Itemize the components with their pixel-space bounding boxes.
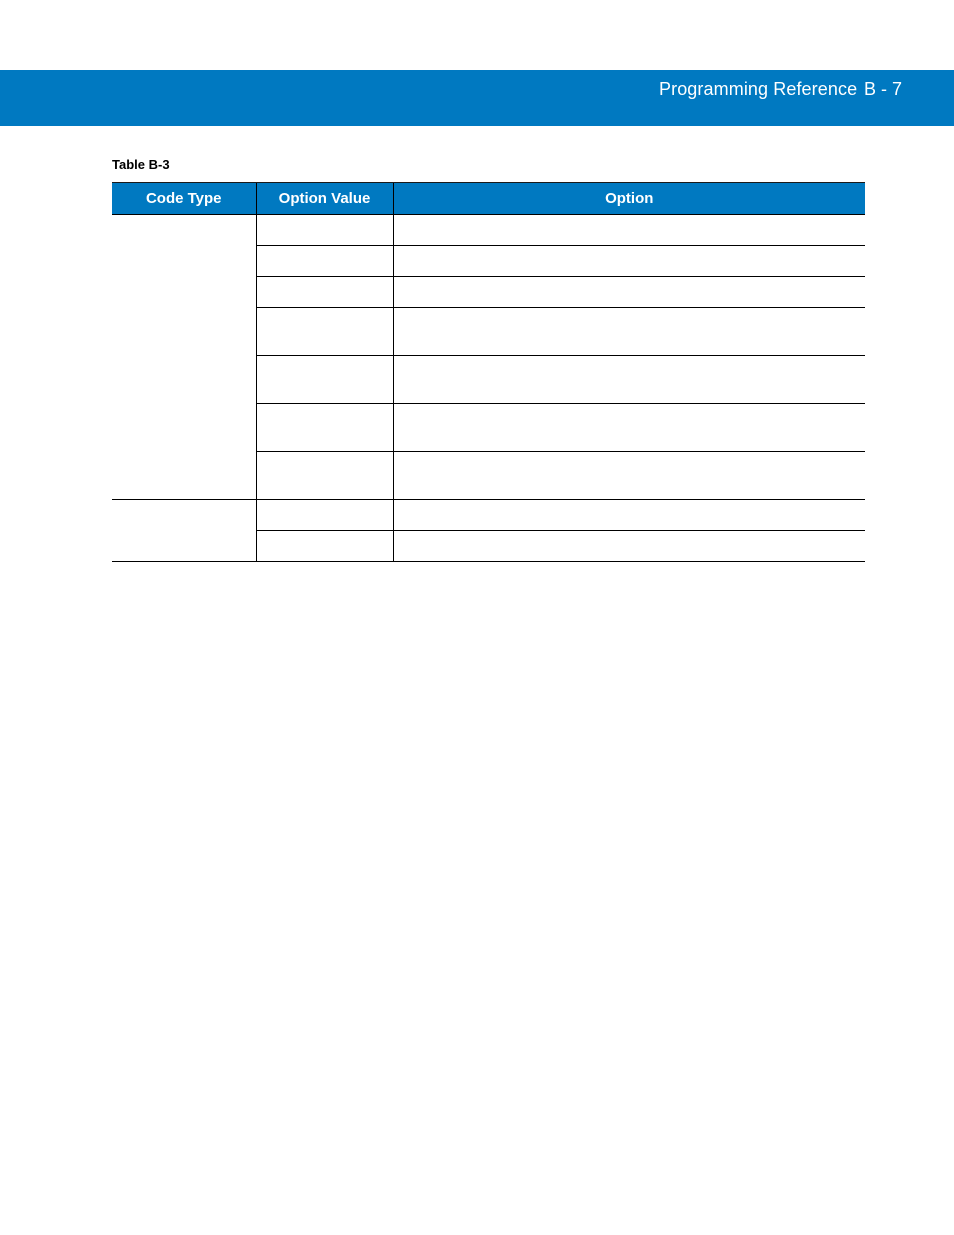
option-cell bbox=[393, 215, 865, 246]
option-value-cell bbox=[256, 500, 393, 531]
option-cell bbox=[393, 356, 865, 404]
option-cell bbox=[393, 500, 865, 531]
page-number: B - 7 bbox=[864, 79, 903, 99]
column-header-option: Option bbox=[393, 183, 865, 215]
column-header-option-value: Option Value bbox=[256, 183, 393, 215]
page-header-title: Programming Reference bbox=[659, 79, 858, 99]
option-value-cell bbox=[256, 308, 393, 356]
option-cell bbox=[393, 246, 865, 277]
code-type-cell bbox=[112, 215, 256, 500]
option-value-cell bbox=[256, 277, 393, 308]
option-cell bbox=[393, 277, 865, 308]
reference-table bbox=[112, 182, 865, 562]
code-type-cell bbox=[112, 500, 256, 562]
table-row bbox=[112, 215, 865, 246]
option-value-cell bbox=[256, 215, 393, 246]
option-cell bbox=[393, 404, 865, 452]
table-header-row bbox=[112, 183, 865, 215]
option-value-cell bbox=[256, 356, 393, 404]
table-caption: Table B-3 bbox=[112, 157, 170, 172]
option-cell bbox=[393, 308, 865, 356]
option-cell bbox=[393, 452, 865, 500]
option-value-cell bbox=[256, 531, 393, 562]
column-header-code-type: Code Type bbox=[112, 183, 256, 215]
option-value-cell bbox=[256, 452, 393, 500]
option-value-cell bbox=[256, 246, 393, 277]
table-row bbox=[112, 500, 865, 531]
option-cell bbox=[393, 531, 865, 562]
option-value-cell bbox=[256, 404, 393, 452]
